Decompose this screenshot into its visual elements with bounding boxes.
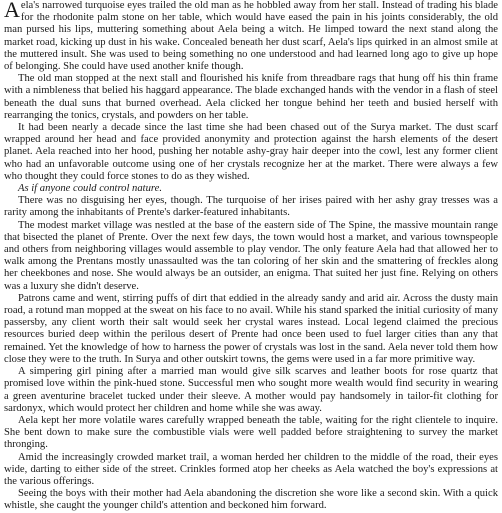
paragraph: Seeing the boys with their mother had Aela abandoning the discretion she wore like a second skin. With a quick whistle, she caught the younger child's attention and beckoned him forward. xyxy=(4,488,498,512)
paragraph: Aela kept her more volatile wares carefully wrapped beneath the table, waiting for the right clientele to inquire. She bent down to make sure the combustible vials were well padded before straightening to survey the market thronging. xyxy=(4,414,498,451)
paragraph: A simpering girl pining after a married man would give silk scarves and leather boots for rose quartz that promised love within the pink-hued stone. Successful men who sought more wealth would find security in wearing a green aventurine bracelet tucked under their sleeve. A mother would pay handsomely in tailor-fit clothing for sardonyx, which would protect her children and home while she was away. xyxy=(4,366,498,414)
paragraph: There was no disguising her eyes, though. The turquoise of her irises paired with her ashy gray tresses was a rarity among the inhabitants of Prente's darker-featured inhabitants. xyxy=(4,195,498,219)
paragraph: It had been nearly a decade since the last time she had been chased out of the Surya market. The dust scarf wrapped around her head and face provided anonymity and protection against the harsh elements of the desert planet. Aela reached into her hood, pushing her notable ashy-gray hair deeper into the cowl, lest any former client who had an unfavorable outcome using one of her crystals recognize her at the market. There were always a few who thought they could force stones to do as they wished. xyxy=(4,122,498,182)
paragraph xyxy=(4,0,498,73)
drop-cap: A xyxy=(4,0,20,22)
paragraph: Patrons came and went, stirring puffs of dirt that eddied in the already sandy and arid air. Across the dusty main road, a rotund man mopped at the sweat on his face to no avail. While his stand sparked the initial curiosity of many passersby, any client worth their salt would seek her crystal wares instead. Local legend claimed the precious resources buried deep within the perilous desert of Prente had once been used to fuel larger cities than any that remained. Yet the knowledge of how to harness the power of crystals was lost in the sand. Aela never told them how close they were to the truth. In Surya and other outskirt towns, the gems were used in a far more primitive way. xyxy=(4,292,498,365)
paragraph: The old man stopped at the next stall and flourished his knife from threadbare rags that hung off his thin frame with a nimbleness that belied his haggard appearance. The blade exchanged hands with the vendor in a flash of steel beneath the dual suns that burned overhead. Aela clicked her tongue behind her teeth and busied herself with rearranging the tonics, crystals, and powders on her table. xyxy=(4,73,498,121)
paragraph-text: ela's narrowed turquoise eyes trailed the old man as he hobbled away from her stall. Instead of trading his blade for the rhodonite palm stone on her table, which would have eased the pain in his joints considerably, the old man pursed his lips, muttering something about Aela being a witch. He limped toward the next stand along the market road, kicking up dust in his wake. Concealed beneath her dust scarf, Aela's lips quirked in an almost smile at the muttered insult. She was used to being something no one understood and had learned long ago to give up hope of belonging. She could have used another knife though. xyxy=(4,0,498,73)
paragraph: Amid the increasingly crowded market trail, a woman herded her children to the middle of the road, their eyes wide, darting to either side of the street. Crinkles formed atop her cheeks as Aela watched the boy's expressions at the various offerings. xyxy=(4,451,498,487)
italic-thought: As if anyone could control nature. xyxy=(18,183,162,195)
paragraph: The modest market village was nestled at the base of the eastern side of The Spine, the massive mountain range that bisected the planet of Prente. Over the next few days, the town would host a market, and various townspeople and others from neighboring villages would assemble to play vendor. The only feature Aela had that allowed her to walk among the Prentans mostly unassaulted was the tan coloring of her skin and the smattering of freckles along her cheekbones and nose. She would always be an outsider, an enigma. That suited her just fine. Relying on others was a luxury she didn't deserve. xyxy=(4,219,498,292)
